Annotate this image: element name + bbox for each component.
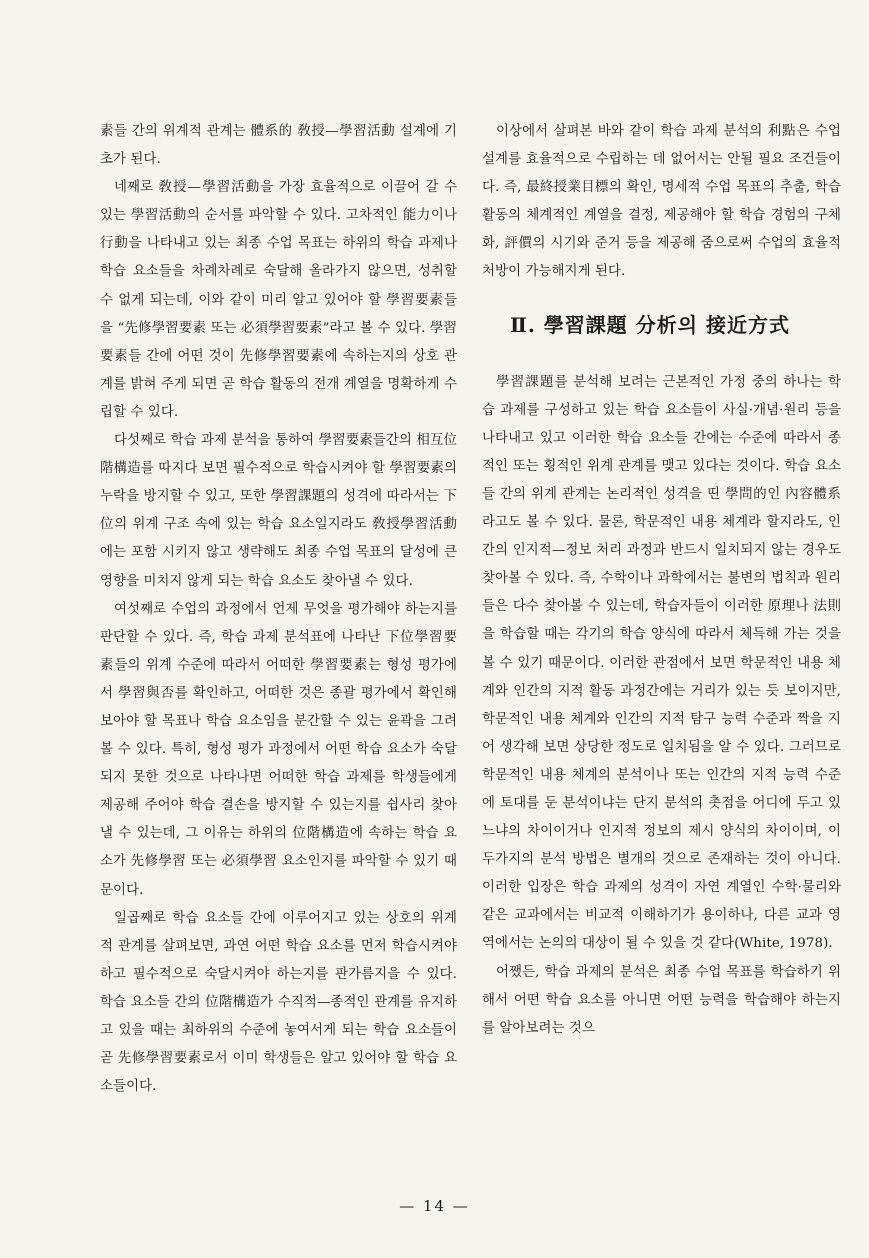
paragraph: 네째로 敎授—學習活動을 가장 효율적으로 이끌어 갈 수 있는 學習活動의 순서를 파악할 수 있다. 고차적인 能力이나 行動을 나타내고 있는 최종 수업 목표는 하위의 학습 과제나 학습 요소들을 차례차례로 숙달해 올라가지 않으면, 성취할 수 없게 되는데, 이와 같이 미리 알고 있어야 할 學習要素들을 “先修學習要素 또는 必須學習要素”라고 볼 수 있다. 學習要素들 간에 어떤 것이 先修學習要素에 속하는지의 상호 관계를 밝혀 주게 되면 곧 학습 활동의 전개 계열을 명확하게 수립할 수 있다.	[100, 180, 457, 420]
left-column	[100, 118, 457, 1101]
page-number: — 14 —	[399, 1197, 470, 1215]
paragraph: 이상에서 살펴본 바와 같이 학습 과제 분석의 利點은 수업 설계를 효율적으로 수립하는 데 없어서는 안될 필요 조건들이다. 즉, 最終授業目標의 확인, 명세적 수업 목표의 추출, 학습 활동의 체계적인 계열을 결정, 제공해야 할 학습 경험의 구체화, 評價의 시기와 준거 등을 제공해 줌으로써 수업의 효율적 처방이 가능해지게 된다.	[482, 124, 841, 280]
paragraph: 어쨌든, 학습 과제의 분석은 최종 수업 목표를 학습하기 위해서 어떤 학습 요소를 아니면 어떤 능력을 학습해야 하는지를 알아보려는 것으	[482, 964, 841, 1036]
paragraph: 素들 간의 위계적 관계는 體系的 敎授—學習活動 설계에 기초가 된다.	[100, 124, 457, 168]
paragraph: 일곱째로 학습 요소들 간에 이루어지고 있는 상호의 위계적 관계를 살펴보면, 과연 어떤 학습 요소를 먼저 학습시켜야 하고 필수적으로 숙달시켜야 하는지를 판가름지을 수 있다. 학습 요소들 간의 位階構造가 수직적—종적인 관계를 유지하고 있을 때는 최하위의 수준에 놓여서게 되는 학습 요소들이 곧 先修學習要素로서 이미 학생들은 알고 있어야 할 학습 요소들이다.	[100, 910, 457, 1095]
right-column	[482, 118, 841, 1043]
paragraph: 學習課題를 분석해 보려는 근본적인 가정 중의 하나는 학습 과제를 구성하고 있는 학습 요소들이 사실·개념·원리 등을 나타내고 있고 이러한 학습 요소들 간에는 수준에 따라서 종적인 또는 횡적인 위계 관계를 맺고 있다는 것이다. 학습 요소들 간의 위계 관계는 논리적인 성격을 띤 學問的인 內容體系라고도 볼 수 있다. 물론, 학문적인 내용 체계라 할지라도, 인간의 인지적—정보 처리 과정과 반드시 일치되지 않는 경우도 찾아볼 수 있다. 즉, 수학이나 과학에서는 불변의 법칙과 원리들은 다수 찾아볼 수 있는데, 학습자들이 이러한 原理나 法則을 학습할 때는 각기의 학습 양식에 따라서 체득해 가는 것을 볼 수 있기 때문이다. 이러한 관점에서 보면 학문적인 내용 체계와 인간의 지적 활동 과정간에는 거리가 있는 듯 보이지만, 학문적인 내용 체계와 인간의 지적 탐구 능력 수준과 짝을 지어 생각해 보면 상당한 정도로 일치됨을 알 수 있다. 그러므로 학문적인 내용 체계의 분석이나 또는 인간의 지적 능력 수준에 토대를 둔 분석이냐는 단지 분석의 촛점을 어디에 두고 있느냐의 차이이거나 인지적 정보의 제시 양식의 차이이며, 이 두가지의 분석 방법은 별개의 것으로 존재하는 것이 아니다. 이러한 입장은 학습 과제의 성격이 자연 계열인 수학·물리와 같은 교과에서는 비교적 이해하기가 용이하나, 다른 교과 영역에서는 논의의 대상이 될 수 있을 것 같다(White, 1978).	[482, 374, 841, 952]
paragraph: 여섯째로 수업의 과정에서 언제 무엇을 평가해야 하는지를 판단할 수 있다. 즉, 학습 과제 분석표에 나타난 下位學習要素들의 위계 수준에 따라서 어떠한 學習要素는 형성 평가에서 學習與否를 확인하고, 어떠한 것은 종괄 평가에서 확인해 보아야 할 목표나 학습 요소임을 분간할 수 있는 윤곽을 그려 볼 수 있다. 특히, 형성 평가 과정에서 어떤 학습 요소가 숙달되지 못한 것으로 나타나면 어떠한 학습 과제를 학생들에게 제공해 주어야 학습 결손을 방지할 수 있는지를 쉽사리 찾아낼 수 있는데, 그 이유는 하위의 位階構造에 속하는 학습 요소가 先修學習 또는 必須學習 요소인지를 파악할 수 있기 때문이다.	[100, 601, 457, 898]
section-heading: Ⅱ. 學習課題 分析의 接近方式	[510, 312, 791, 337]
paragraph: 다섯째로 학습 과제 분석을 통하여 學習要素들간의 相互位階構造를 따지다 보면 필수적으로 학습시켜야 할 學習要素의 누락을 방지할 수 있고, 또한 學習課題의 성격에 따라서는 下位의 위계 구조 속에 있는 학습 요소일지라도 敎授學習活動에는 포함 시키지 않고 생략해도 최종 수업 목표의 달성에 큰 영향을 미치지 않게 되는 학습 요소도 찾아낼 수 있다.	[100, 433, 457, 589]
